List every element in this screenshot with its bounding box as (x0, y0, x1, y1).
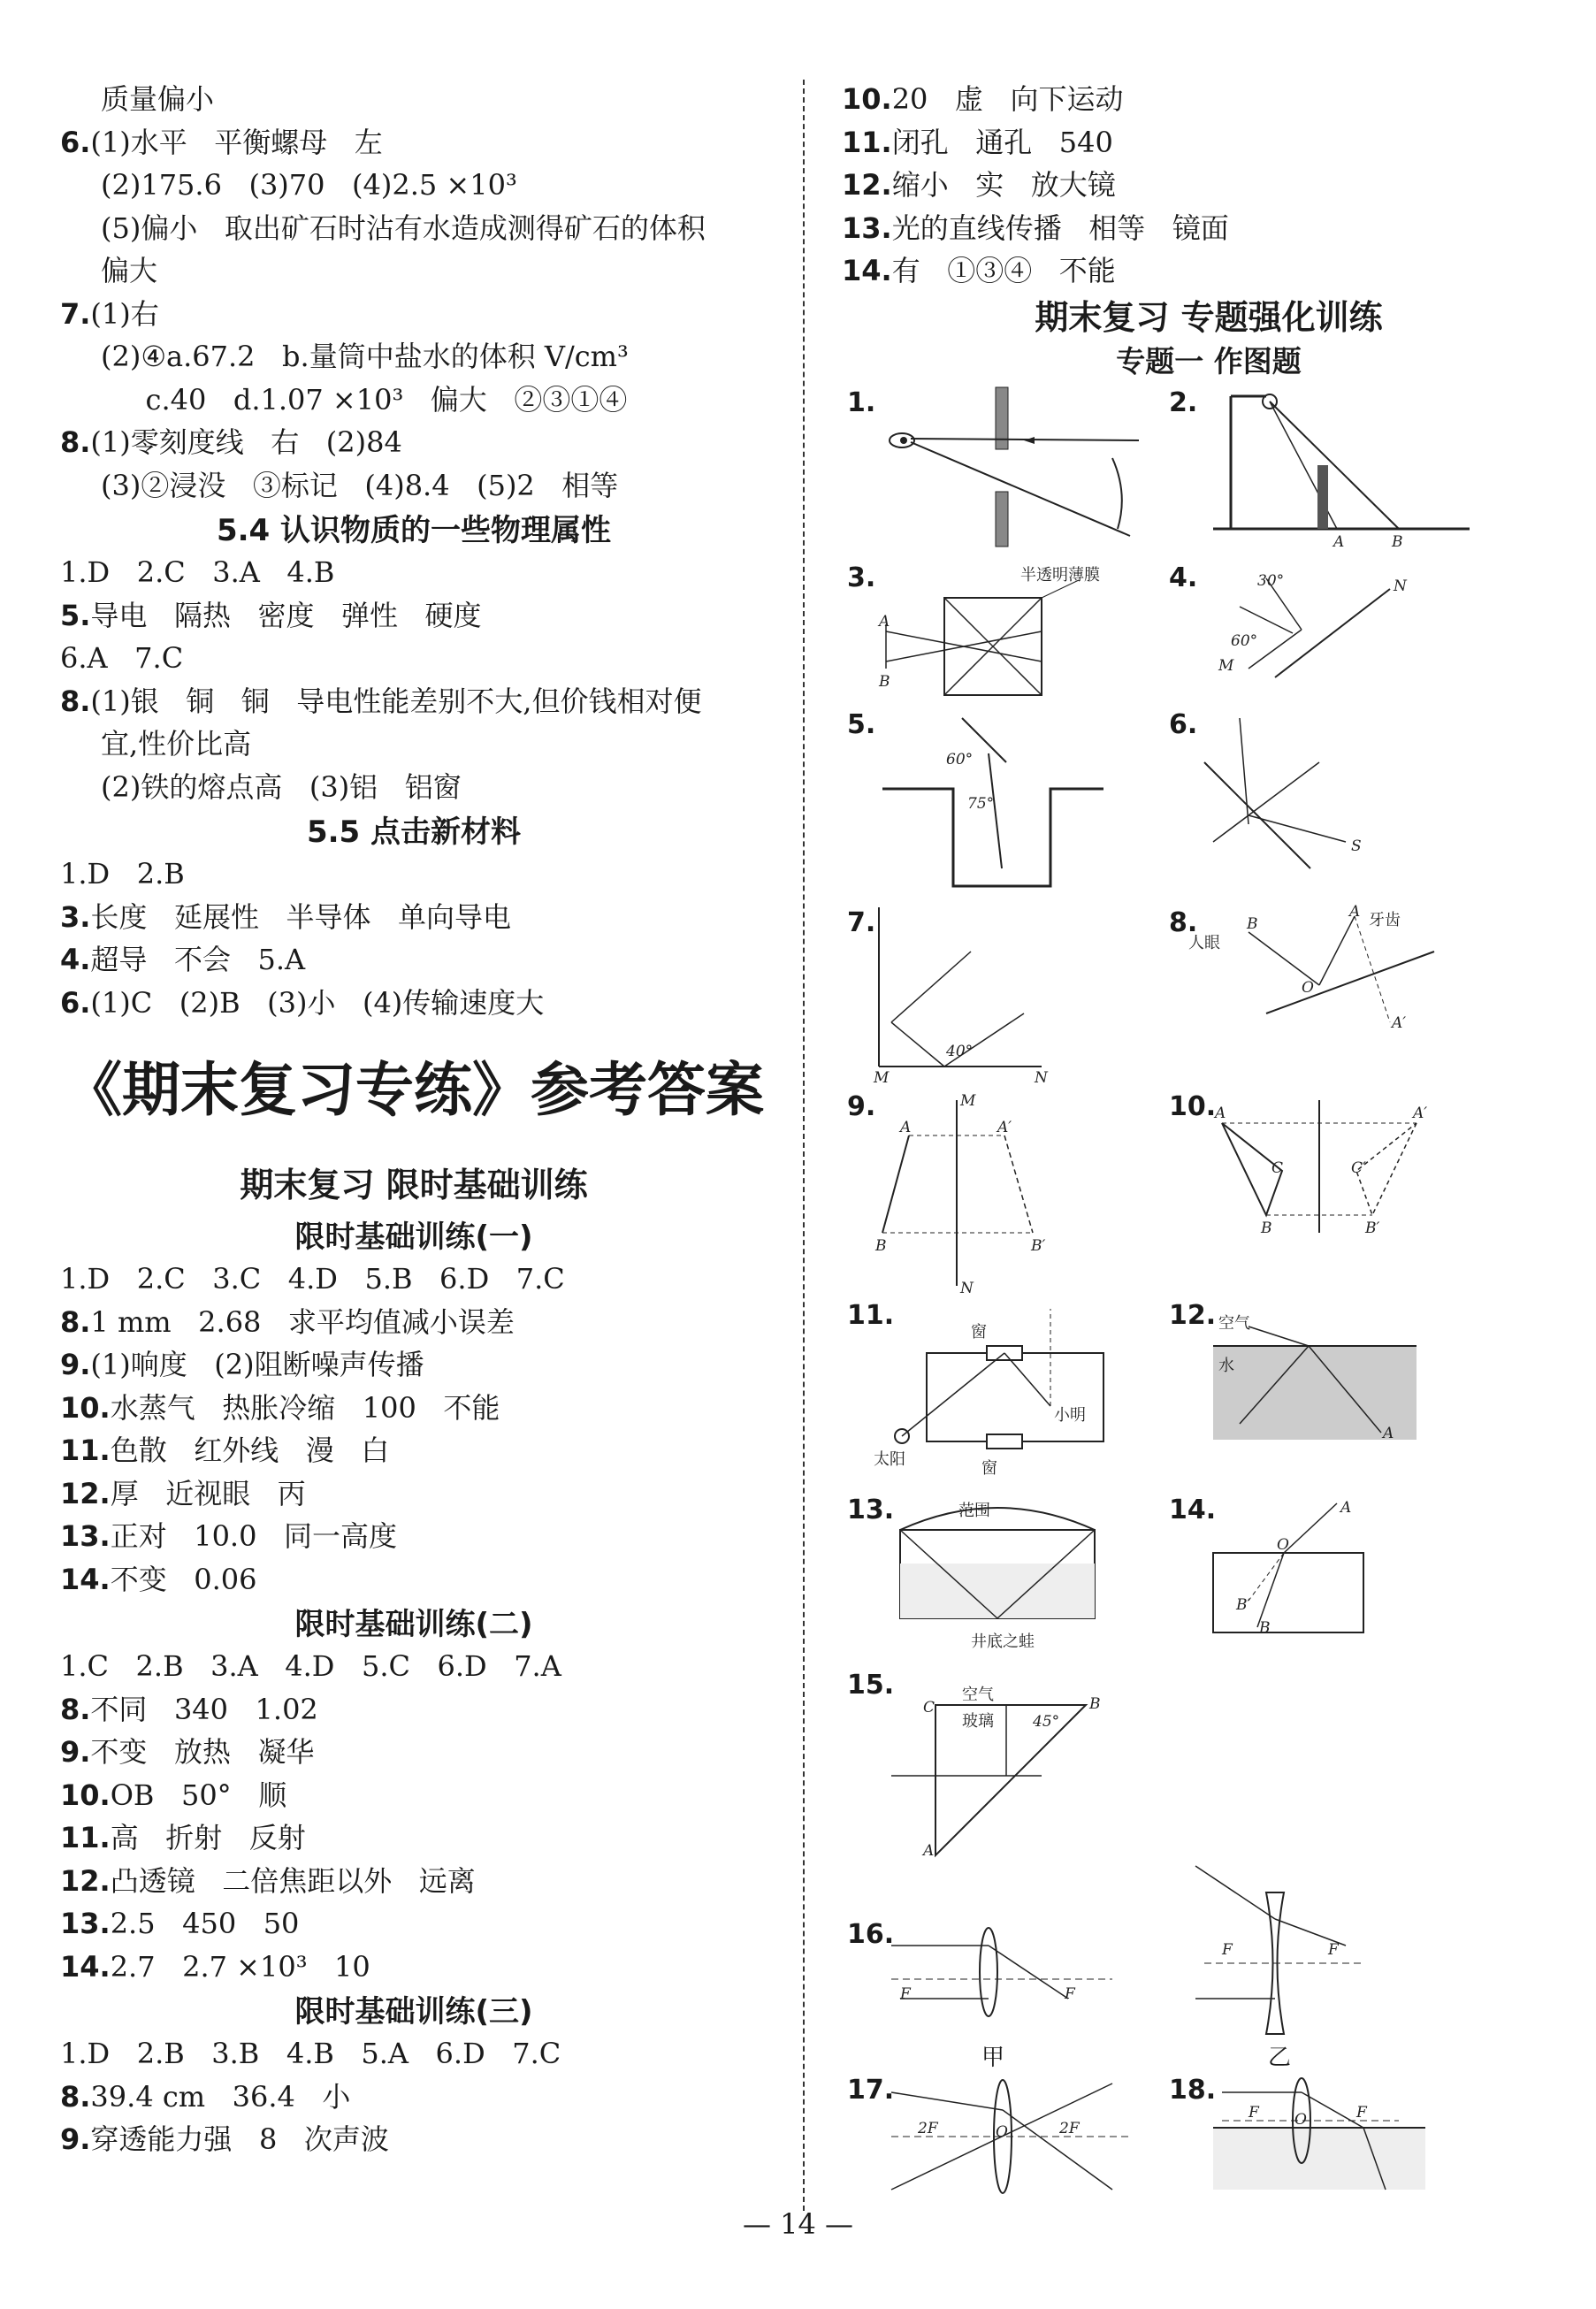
figure-9-drawing (847, 1091, 1112, 1295)
answer-text: (1)银 铜 铜 导电性能差别不大,但价钱相对便 (90, 684, 702, 718)
svg-text:60°: 60° (1231, 632, 1258, 650)
svg-text:F: F (900, 1985, 911, 2003)
svg-text:A: A (1215, 1105, 1226, 1122)
answer-line (60, 2118, 767, 2161)
question-number: 10. (60, 1390, 111, 1425)
question-number: 8. (60, 1304, 91, 1339)
answer-line (60, 1731, 767, 1774)
answer-text: 2.7 2.7 ×10³ 10 (110, 1949, 370, 1984)
question-number: 11. (60, 1434, 111, 1467)
answer-line (60, 1387, 767, 1430)
figure-17 (847, 2075, 1130, 2198)
answer-line (842, 249, 1576, 293)
answer-line (60, 938, 767, 982)
svg-text:井底之蛙: 井底之蛙 (971, 1632, 1035, 1651)
answer-text: c.40 d.1.07 ×10³ 偏大 ②③①④ (118, 382, 628, 417)
svg-text:B: B (1089, 1695, 1101, 1713)
figure-number: 5. (847, 709, 876, 740)
figure-number: 8. (1169, 907, 1198, 938)
figure-8 (1169, 903, 1452, 1032)
question-number: 14. (60, 1562, 111, 1596)
answer-text: 高 折射 反射 (110, 1821, 306, 1854)
svg-text:人眼: 人眼 (1188, 934, 1220, 952)
answer-text: 凸透镜 二倍焦距以外 远离 (110, 1863, 476, 1898)
svg-text:A′: A′ (997, 1119, 1012, 1136)
figure-4 (1169, 562, 1434, 686)
question-number: 12. (842, 168, 892, 202)
figure-13 (847, 1495, 1112, 1654)
figure-number: 15. (847, 1670, 895, 1701)
answer-text: OB 50° 顺 (110, 1778, 287, 1812)
answer-text: 不变 0.06 (110, 1562, 257, 1596)
answer-line (60, 1558, 767, 1602)
figure-2 (1169, 387, 1470, 551)
answer-line (60, 766, 767, 809)
answer-line (60, 1816, 767, 1860)
column-divider (803, 80, 805, 2211)
answer-line (60, 249, 767, 293)
answer-line (60, 1946, 767, 1989)
answer-line (60, 78, 767, 121)
question-number: 6. (60, 985, 91, 1020)
svg-text:B′: B′ (1365, 1219, 1380, 1237)
svg-text:空气: 空气 (1218, 1314, 1250, 1333)
svg-text:窗: 窗 (981, 1459, 997, 1478)
section-heading: 5.5 点击新材料 (306, 814, 522, 850)
section-heading: 期末复习 限时基础训练 (240, 1166, 588, 1204)
section-heading: 限时基础训练(二) (294, 1607, 533, 1642)
answer-line (60, 680, 767, 723)
question-number: 10. (842, 82, 892, 116)
figure-number: 2. (1169, 387, 1198, 418)
answer-text: 偏大 (101, 254, 158, 287)
answer-text: (2)④a.67.2 b.量筒中盐水的体积 V/cm³ (101, 340, 629, 373)
answer-line (60, 293, 767, 336)
answer-text: (1)零刻度线 右 (2)84 (90, 425, 402, 459)
answer-line (60, 1258, 767, 1301)
right-column (842, 78, 1576, 385)
svg-text:O: O (1302, 979, 1314, 997)
section-heading: 期末复习 专题强化训练 (1035, 297, 1383, 337)
figure-2-drawing (1169, 387, 1470, 551)
answer-line (60, 378, 767, 422)
figure-number: 4. (1169, 562, 1198, 593)
answer-text: (1)C (2)B (3)小 (4)传输速度大 (90, 985, 545, 1020)
figure-1 (847, 387, 1139, 547)
answer-text: (1)响度 (2)阻断噪声传播 (90, 1348, 424, 1381)
svg-text:A: A (923, 1842, 935, 1860)
answer-line (60, 1515, 767, 1558)
answer-line (842, 78, 1576, 121)
answer-line (60, 594, 767, 638)
figure-16a-drawing (847, 1919, 1112, 2069)
svg-text:C′: C′ (1351, 1159, 1366, 1177)
section-heading: 限时基础训练(一) (294, 1219, 533, 1255)
svg-text:玻璃: 玻璃 (962, 1712, 994, 1731)
figure-18 (1169, 2075, 1434, 2198)
answer-text: 2.5 450 50 (110, 1907, 300, 1940)
figure-13-drawing (847, 1495, 1112, 1654)
figure-number: 9. (847, 1091, 876, 1122)
svg-text:F: F (1249, 2104, 1259, 2122)
answer-text: (2)铁的熔点高 (3)铝 铝窗 (101, 769, 462, 804)
svg-text:半透明薄膜: 半透明薄膜 (1020, 566, 1100, 585)
answer-line (60, 1860, 767, 1903)
question-number: 8. (60, 425, 91, 459)
answer-line (60, 1774, 767, 1817)
answer-text: 39.4 cm 36.4 小 (90, 2079, 351, 2114)
answer-text: 闭孔 通孔 540 (891, 125, 1113, 159)
svg-text:40°: 40° (946, 1043, 974, 1060)
svg-text:窗: 窗 (971, 1323, 987, 1342)
answer-text: 1.D 2.C 3.A 4.B (60, 555, 335, 589)
answer-text: 不变 放热 凝华 (90, 1735, 315, 1769)
answer-text: 缩小 实 放大镜 (891, 168, 1116, 202)
question-number: 8. (60, 1692, 91, 1726)
figure-6-drawing (1169, 709, 1399, 868)
figure-16b (1169, 1866, 1434, 2069)
figure-12-drawing (1169, 1300, 1434, 1441)
svg-text:N: N (1035, 1069, 1048, 1087)
figure-number: 14. (1169, 1495, 1217, 1525)
svg-text:O: O (1277, 1536, 1289, 1554)
svg-text:S: S (1351, 837, 1362, 855)
question-number: 7. (60, 296, 91, 331)
figure-3 (847, 562, 1148, 695)
figure-number: 11. (847, 1300, 895, 1331)
svg-text:A: A (1333, 533, 1345, 551)
question-number: 8. (60, 684, 91, 718)
svg-text:M: M (1218, 657, 1234, 675)
answer-text: 1 mm 2.68 求平均值减小误差 (90, 1304, 515, 1339)
svg-text:30°: 30° (1257, 572, 1285, 590)
answer-text: 1.C 2.B 3.A 4.D 5.C 6.D 7.A (60, 1649, 561, 1683)
figure-7-drawing (847, 907, 1112, 1087)
figure-3-drawing (847, 562, 1148, 695)
figure-9 (847, 1091, 1112, 1295)
question-number: 11. (60, 1821, 111, 1854)
svg-text:B: B (1259, 1619, 1271, 1637)
figure-caption: 甲 (981, 2045, 1005, 2071)
page-title: 《期末复习专练》参考答案 (64, 1055, 764, 1124)
svg-text:45°: 45° (1033, 1713, 1060, 1731)
left-column (60, 78, 767, 2161)
svg-text:B′: B′ (1031, 1237, 1046, 1255)
figure-16 (847, 1919, 1112, 2069)
question-number: 13. (842, 210, 892, 245)
answer-text: 长度 延展性 半导体 单向导电 (90, 899, 511, 934)
svg-text:M: M (960, 1092, 976, 1110)
section-heading: 专题一 作图题 (1116, 343, 1302, 378)
answer-text: 色散 红外线 漫 白 (110, 1434, 390, 1467)
figure-11 (847, 1300, 1112, 1477)
answer-line (60, 1301, 767, 1344)
figure-caption: 乙 (1268, 2045, 1292, 2071)
figure-16b-drawing (1169, 1866, 1434, 2069)
figure-1-drawing (847, 387, 1139, 547)
question-number: 13. (60, 1907, 111, 1940)
svg-text:A′: A′ (1413, 1105, 1428, 1122)
answer-text: 有 ①③④ 不能 (891, 254, 1116, 287)
figure-number: 18. (1169, 2075, 1217, 2106)
answer-text: 导电 隔热 密度 弹性 硬度 (90, 598, 482, 632)
answer-line (60, 1472, 767, 1516)
figure-14 (1169, 1495, 1399, 1645)
answer-text: 宜,性价比高 (101, 727, 252, 761)
svg-text:C: C (1271, 1159, 1284, 1177)
answer-line (60, 723, 767, 766)
figure-5-drawing (847, 709, 1112, 895)
question-number: 12. (60, 1476, 111, 1510)
svg-text:F: F (1065, 1985, 1075, 2003)
answer-text: 光的直线传播 相等 镜面 (891, 210, 1229, 245)
answer-text: (5)偏小 取出矿石时沾有水造成测得矿石的体积 (101, 210, 706, 245)
svg-text:O: O (1294, 2111, 1307, 2129)
svg-text:太阳: 太阳 (874, 1450, 905, 1469)
svg-text:范围: 范围 (958, 1502, 990, 1520)
figure-12 (1169, 1300, 1434, 1441)
answer-text: 1.D 2.C 3.C 4.D 5.B 6.D 7.C (60, 1262, 565, 1296)
page-number: — 14 — (742, 2207, 854, 2241)
figure-17-drawing (847, 2075, 1130, 2198)
svg-text:F: F (1356, 2104, 1367, 2122)
figure-4-drawing (1169, 562, 1434, 686)
svg-text:O: O (996, 2123, 1008, 2141)
figure-10 (1169, 1091, 1443, 1250)
answer-text: 厚 近视眼 丙 (110, 1476, 306, 1510)
question-number: 11. (842, 125, 892, 159)
figure-number: 16. (847, 1919, 895, 1950)
answer-text: (3)②浸没 ③标记 (4)8.4 (5)2 相等 (101, 468, 619, 502)
figure-18-drawing (1169, 2075, 1434, 2198)
svg-text:F: F (1328, 1941, 1339, 1959)
section-heading: 5.4 认识物质的一些物理属性 (216, 513, 612, 548)
figure-8-drawing (1169, 903, 1452, 1032)
svg-text:A: A (1349, 903, 1361, 921)
figure-number: 1. (847, 387, 876, 418)
question-number: 14. (842, 254, 892, 287)
figure-15 (847, 1670, 1112, 1864)
answer-line (60, 164, 767, 207)
answer-text: 穿透能力强 8 次声波 (90, 2122, 389, 2156)
svg-text:B: B (1261, 1219, 1272, 1237)
question-number: 13. (60, 1519, 111, 1553)
answer-text: 6.A 7.C (60, 641, 184, 675)
answer-text: 水蒸气 热胀冷缩 100 不能 (110, 1390, 500, 1425)
answer-text: 不同 340 1.02 (90, 1692, 318, 1726)
svg-text:A′: A′ (1392, 1014, 1407, 1032)
answer-text: 质量偏小 (101, 82, 215, 116)
answer-text: 超导 不会 5.A (90, 943, 306, 976)
figure-14-drawing (1169, 1495, 1399, 1645)
svg-text:A: A (1383, 1425, 1394, 1442)
section-heading: 限时基础训练(三) (294, 1994, 533, 2030)
answer-line (60, 637, 767, 680)
answer-text: (1)水平 平衡螺母 左 (90, 125, 383, 159)
svg-text:2F: 2F (918, 2120, 938, 2137)
svg-text:水: 水 (1218, 1357, 1234, 1375)
svg-text:2F: 2F (1059, 2120, 1080, 2137)
answer-line (60, 852, 767, 896)
question-number: 10. (60, 1778, 111, 1812)
answer-line (60, 1902, 767, 1946)
question-number: 3. (60, 899, 91, 934)
figure-7 (847, 907, 1112, 1087)
figure-11-drawing (847, 1300, 1112, 1477)
answer-line (60, 121, 767, 164)
answer-line (60, 1343, 767, 1387)
svg-text:B: B (1392, 533, 1403, 551)
svg-text:A: A (1340, 1499, 1352, 1517)
question-number: 4. (60, 943, 91, 976)
answer-line (60, 335, 767, 378)
question-number: 14. (60, 1949, 111, 1984)
svg-text:B′: B′ (1236, 1596, 1251, 1614)
svg-text:小明: 小明 (1054, 1406, 1086, 1425)
question-number: 6. (60, 125, 91, 159)
svg-text:M: M (874, 1069, 890, 1087)
answer-line (842, 121, 1576, 164)
svg-text:A: A (879, 613, 890, 631)
answer-line (60, 1688, 767, 1732)
figure-number: 12. (1169, 1300, 1217, 1331)
svg-text:B: B (1247, 915, 1258, 933)
answer-line (60, 2032, 767, 2076)
answer-line (60, 982, 767, 1025)
svg-text:牙齿: 牙齿 (1369, 911, 1401, 929)
svg-text:60°: 60° (946, 751, 974, 768)
figure-6 (1169, 709, 1399, 868)
answer-line (60, 551, 767, 594)
answer-line (60, 2076, 767, 2119)
answer-text: 正对 10.0 同一高度 (110, 1519, 397, 1553)
figure-number: 7. (847, 907, 876, 938)
figure-10-drawing (1169, 1091, 1443, 1250)
question-number: 12. (60, 1863, 111, 1898)
question-number: 5. (60, 598, 91, 632)
figure-15-drawing (847, 1670, 1112, 1864)
svg-text:N: N (960, 1280, 974, 1297)
figure-5 (847, 709, 1112, 895)
figure-number: 13. (847, 1495, 895, 1525)
answer-text: 20 虚 向下运动 (891, 82, 1124, 116)
answer-line (842, 164, 1576, 207)
svg-text:75°: 75° (967, 795, 995, 813)
answer-line (60, 1429, 767, 1472)
svg-text:空气: 空气 (962, 1686, 994, 1704)
answer-line (60, 1645, 767, 1688)
answer-line (60, 896, 767, 939)
question-number: 9. (60, 2122, 91, 2156)
answer-line (60, 421, 767, 464)
svg-text:F: F (1222, 1941, 1233, 1959)
answer-text: 1.D 2.B (60, 857, 185, 891)
answer-line (60, 464, 767, 508)
figure-number: 17. (847, 2075, 895, 2106)
question-number: 9. (60, 1348, 91, 1381)
svg-text:C: C (923, 1699, 935, 1716)
question-number: 9. (60, 1735, 91, 1769)
answer-text: (1)右 (90, 296, 159, 331)
svg-text:N: N (1394, 577, 1407, 595)
question-number: 8. (60, 2079, 91, 2114)
answer-text: (2)175.6 (3)70 (4)2.5 ×10³ (101, 168, 517, 202)
svg-text:B: B (875, 1237, 887, 1255)
figure-number: 3. (847, 562, 876, 593)
answer-line (60, 207, 767, 250)
answer-text: 1.D 2.B 3.B 4.B 5.A 6.D 7.C (60, 2037, 561, 2070)
answer-line (842, 207, 1576, 250)
figure-number: 10. (1169, 1091, 1217, 1122)
svg-text:B: B (879, 673, 890, 691)
svg-text:A: A (900, 1119, 912, 1136)
figure-number: 6. (1169, 709, 1198, 740)
